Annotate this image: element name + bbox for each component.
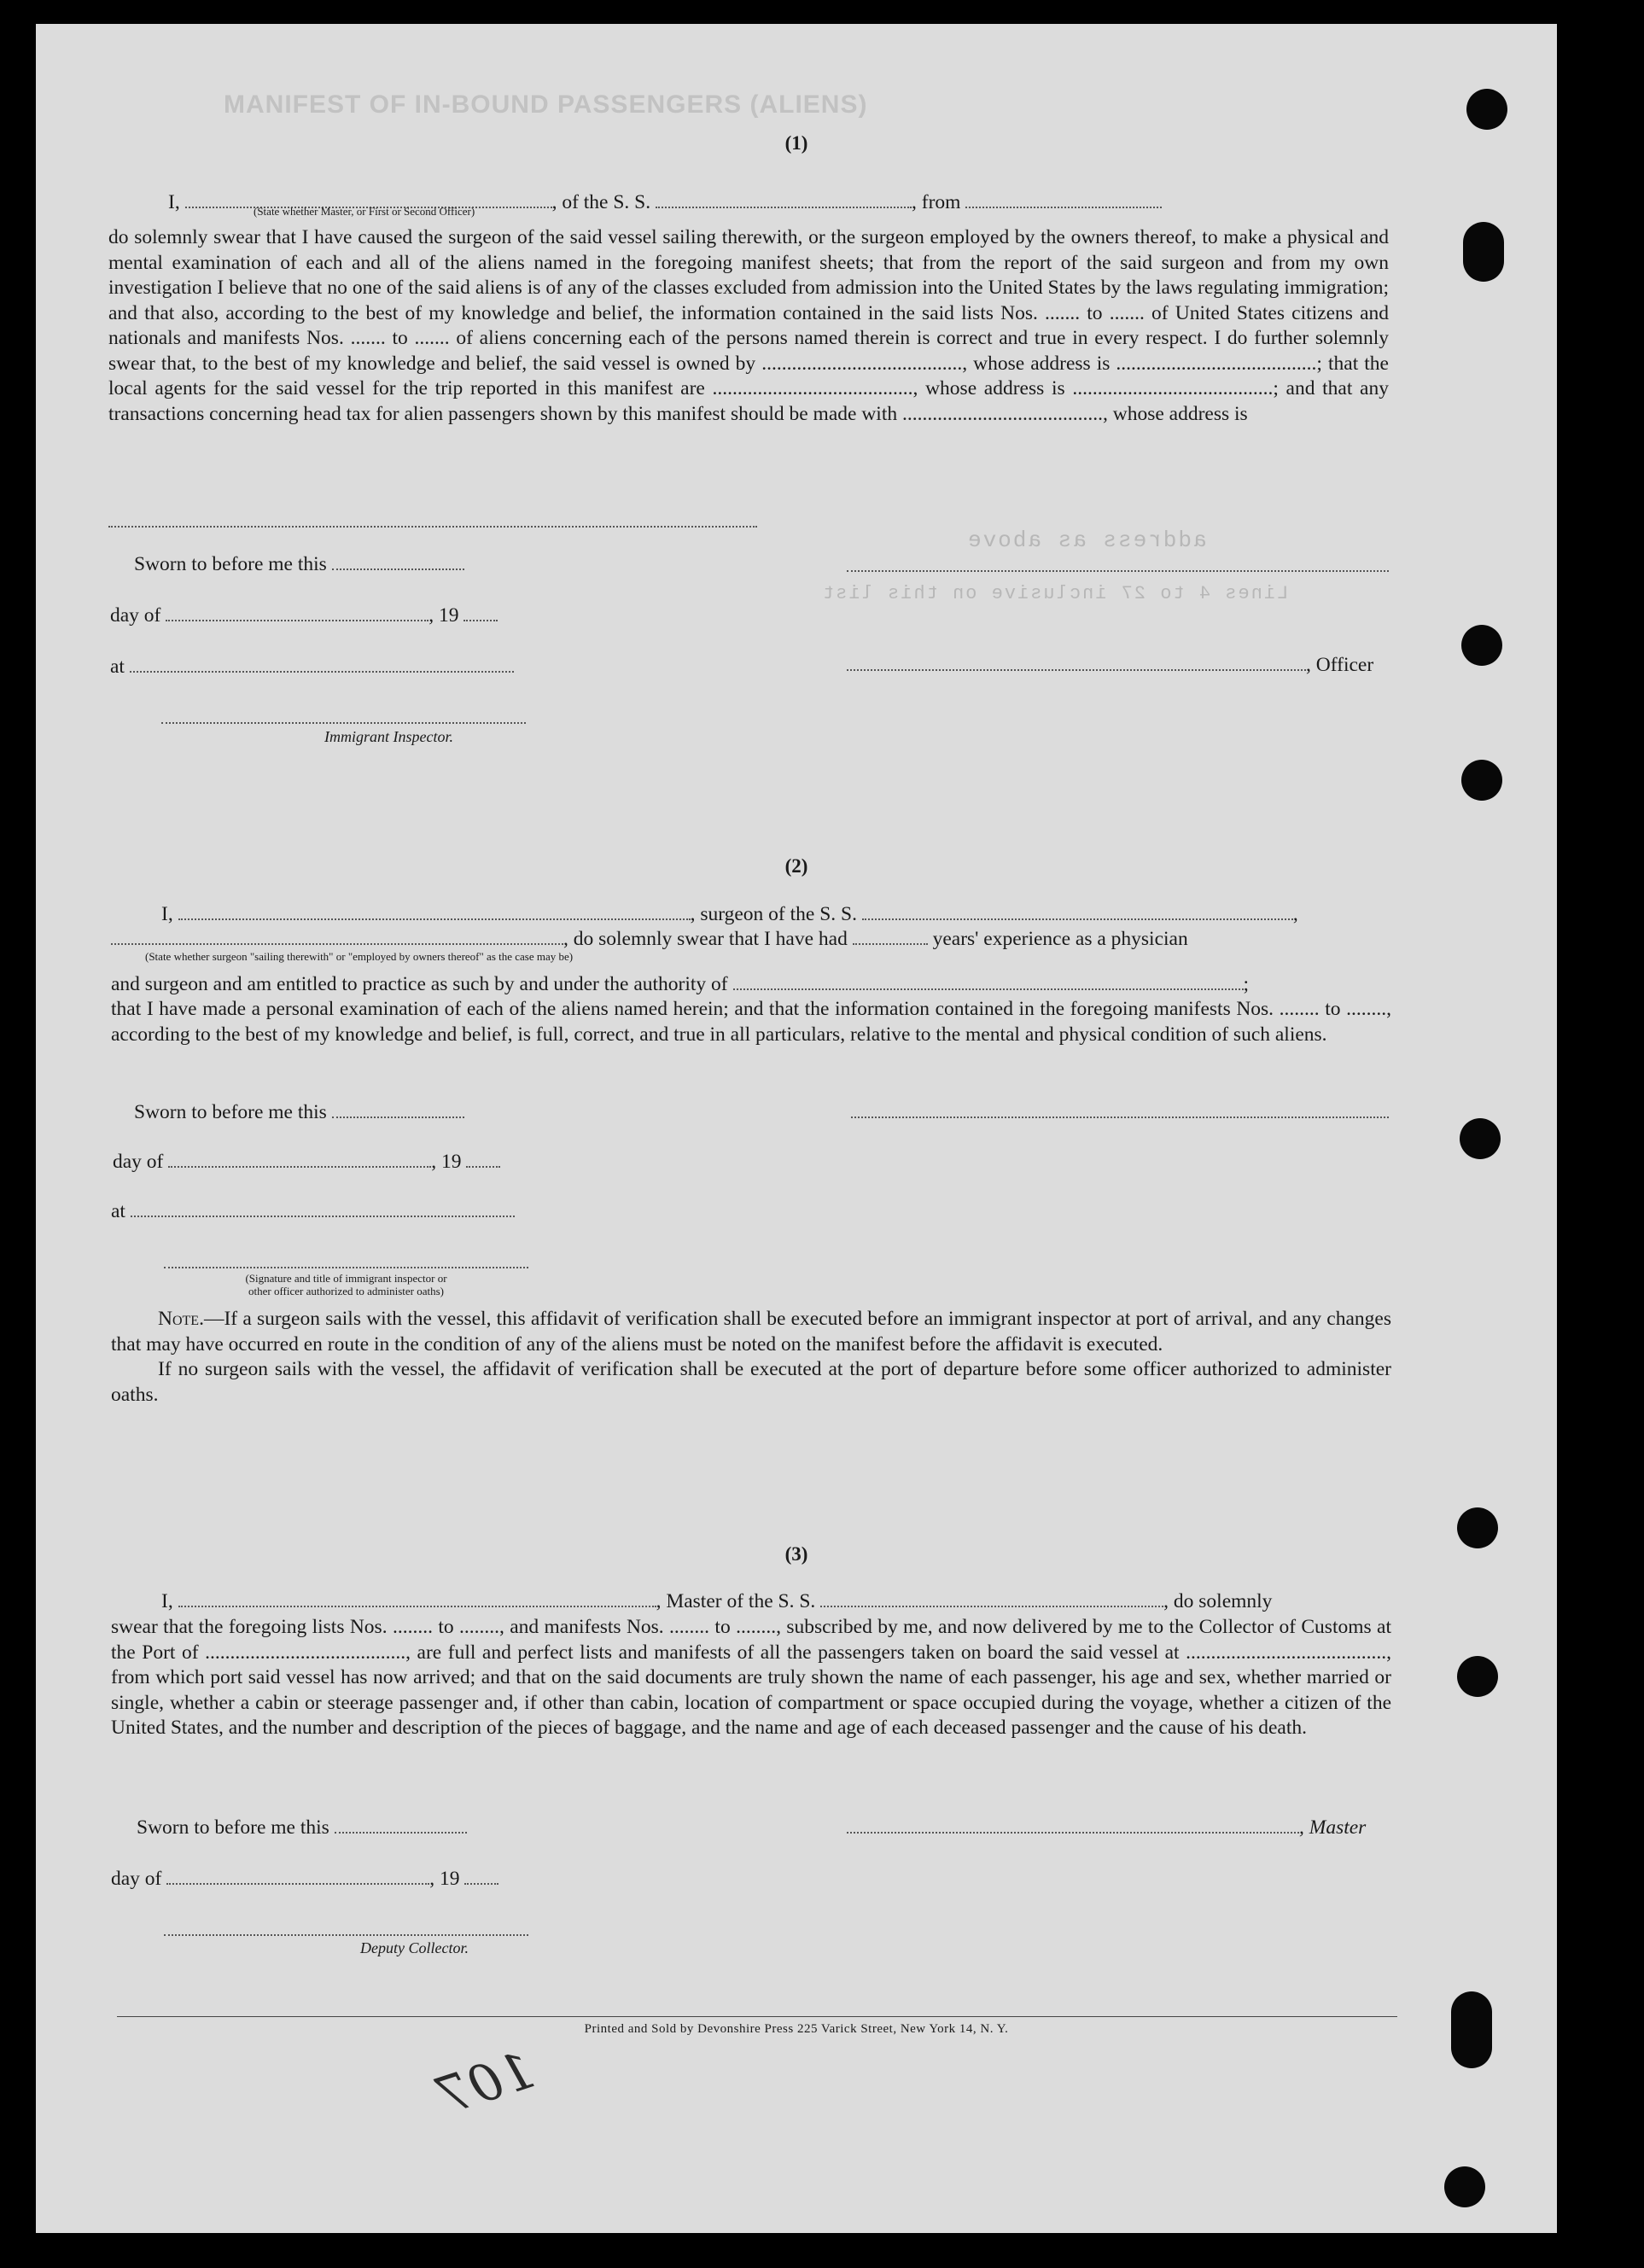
punch-hole xyxy=(1461,760,1502,801)
punch-hole xyxy=(1461,625,1502,666)
section-1-heading: (1) xyxy=(784,132,808,154)
immigrant-inspector-caption: Immigrant Inspector. xyxy=(324,728,453,745)
handwritten-number: 107 xyxy=(429,2040,542,2127)
punch-hole xyxy=(1457,1656,1498,1697)
ghost-reverse-line-2: Lines 4 to 27 inclusive on this list xyxy=(821,583,1289,604)
punch-hole xyxy=(1463,222,1504,282)
printer-imprint: Printed and Sold by Devonshire Press 225 Varick Street, New York 14, N. Y. xyxy=(584,2022,1009,2036)
signature-line xyxy=(847,570,1389,572)
collector-signature-line xyxy=(164,1934,528,1936)
section-2-line-3: and surgeon and am entitled to practice as such by and under the authority of ; xyxy=(111,973,1250,995)
at-row-1: at xyxy=(110,656,514,679)
ghost-manifest-title: MANIFEST OF IN-BOUND PASSENGERS (ALIENS) xyxy=(224,90,868,119)
day-row-2: day of , 19 xyxy=(113,1151,500,1174)
section-2-body: that I have made a personal examination of each of the aliens named herein; and that the information contained in the foregoing manifests Nos. ........ to ........, according to the best of my knowledge and belief, is full, correct, and true in all particulars, relative to the mental and physical condition of such aliens. xyxy=(111,998,1391,1046)
note-paragraph: Note.—If a surgeon sails with the vessel, this affidavit of verification shall be executed before an immigrant inspector at port of arrival, and any changes that may have occurred en route in the condition of any of the aliens must be noted on the manifest before the affidavit is executed. If no surgeon sails with the vessel, the affidavit of verification shall be executed at the port of departure before some officer authorized to administer oaths. xyxy=(111,1308,1391,1406)
surgeon-signature-line xyxy=(851,1117,1389,1118)
day-row-1: day of , 19 xyxy=(110,604,498,627)
manifest-page xyxy=(36,24,1557,2233)
section-3-body: swear that the foregoing lists Nos. ........ to ........, and manifests Nos. ........ to ........, subscribed by me, and now delivered by me to the Collector of Customs at the Port of ........................................, are full and perfect lists and manifests of all the passengers taken on board the said vessel at ........................................, from which port said vessel has now arrived; and that on the said documents are truly shown the name of each passenger, his age and sex, whether married or single, whether a cabin or steerage passenger and, if other than cabin, location of compartment or space occupied during the voyage, whether a citizen of the United States, and the number and description of the pieces of baggage, and the name and age of each deceased passenger and the cause of his death. xyxy=(111,1616,1391,1739)
surgeon-note: (State whether surgeon "sailing therewith" or "employed by owners thereof" as the case may be) xyxy=(145,950,574,963)
section-1-body: do solemnly swear that I have caused the surgeon of the said vessel sailing therewith, or the surgeon employed by the owners thereof, to make a physical and mental examination of each and all of the aliens named in the foregoing manifest sheets; that from the report of the said surgeon and from my own investigation I believe that no one of the said aliens is of any of the classes excluded from admission into the United States by the laws regulating immigration; and that also, according to the best of my knowledge and belief, the information contained in the said lists Nos. ....... to ....... of United States citizens and nationals and manifests Nos. ....... to ....... of aliens concerning each of the persons named therein is correct and true in every respect. I do further solemnly swear that, to the best of my knowledge and belief, the said vessel is owned by ........................................, whose address is ........................................; that the local agents for the said vessel for the trip reported in this manifest are ........................................, whose address is ........................................; and that any transactions concerning head tax for alien passengers shown by this manifest should be made with ........................................, whose address is xyxy=(108,226,1389,425)
sworn-row-2: Sworn to before me this xyxy=(134,1101,464,1124)
section-3-heading: (3) xyxy=(784,1543,808,1565)
officer-row: , Officer xyxy=(847,654,1373,677)
signature-note: (Signature and title of immigrant inspector or other officer authorized to administer oaths) xyxy=(245,1272,447,1297)
section-3-line-1: I, , Master of the S. S. , do solemnly xyxy=(161,1590,1273,1612)
punch-hole xyxy=(1457,1507,1498,1548)
at-row-2: at xyxy=(111,1200,515,1223)
master-row: , Master xyxy=(847,1816,1366,1839)
punch-hole xyxy=(1466,89,1507,130)
deputy-collector-caption: Deputy Collector. xyxy=(360,1939,469,1956)
punch-hole xyxy=(1444,2166,1485,2207)
officer-note: (State whether Master, or First or Second Officer) xyxy=(254,205,475,218)
sworn-row-3: Sworn to before me this xyxy=(137,1816,467,1839)
inspector-signature-line xyxy=(161,722,526,724)
section-2-line-2: , do solemnly swear that I have had years' experience as a physician xyxy=(111,928,1188,951)
section-2-line-1: I, , surgeon of the S. S. , xyxy=(161,903,1298,925)
address-line xyxy=(108,526,757,528)
ghost-reverse-line-1: address as above xyxy=(966,528,1207,553)
section-2-heading: (2) xyxy=(784,855,808,877)
footer-rule xyxy=(117,2016,1397,2017)
inspector-signature-line-2 xyxy=(164,1267,528,1268)
day-row-3: day of , 19 xyxy=(111,1868,498,1891)
punch-hole xyxy=(1460,1118,1501,1159)
section-1-line-1: I, , of the S. S. , from xyxy=(168,191,1162,214)
sworn-row-1: Sworn to before me this xyxy=(134,553,464,576)
